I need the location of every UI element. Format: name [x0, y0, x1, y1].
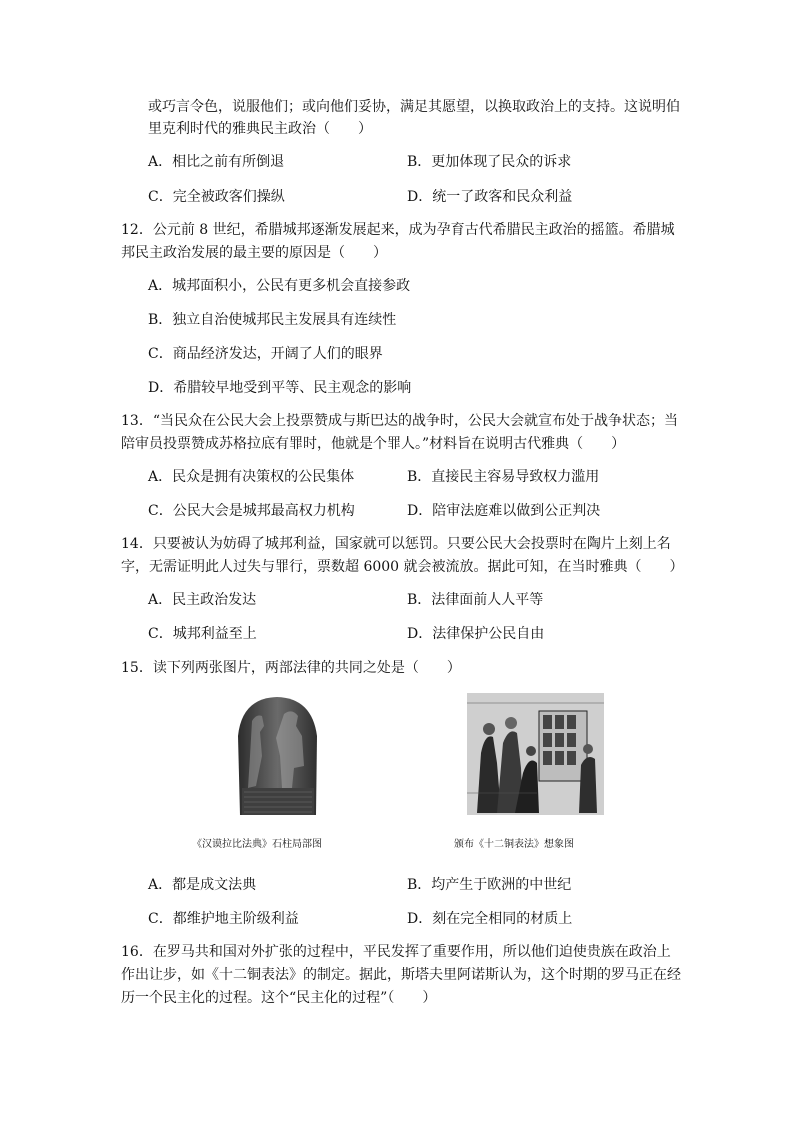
- q16-stem: 16．在罗马共和国对外扩张的过程中，平民发挥了重要作用，所以他们迫使贵族在政治上作出让步，如《十二铜表法》的制定。据此，斯塔夫里阿诺斯认为，这个时期的罗马正在经历一个民主化的过程。这个“民主化的过程”（ ）: [121, 944, 681, 1006]
- q14-option-c: C．城邦利益至上: [148, 626, 257, 642]
- figure2-caption: 颁布《十二铜表法》想象图: [454, 839, 574, 850]
- q15-option-c: C．都维护地主阶级利益: [148, 911, 299, 927]
- figure1-caption: 《汉谟拉比法典》石柱局部图: [192, 839, 322, 850]
- q13-option-d: D．陪审法庭难以做到公正判决: [407, 503, 601, 519]
- q15-option-d: D．刻在完全相同的材质上: [407, 911, 573, 927]
- q13-option-b: B．直接民主容易导致权力滥用: [407, 469, 600, 485]
- q13-stem: 13．“当民众在公民大会上投票赞成与斯巴达的战争时，公民大会就宣布处于战争状态；当陪审员投票赞成苏格拉底有罪时，他就是个罪人。”材料旨在说明古代雅典（ ）: [121, 413, 678, 452]
- q14-option-d: D．法律保护公民自由: [407, 626, 545, 642]
- q14-stem: 14．只要被认为妨碍了城邦利益，国家就可以惩罚。只要公民大会投票时在陶片上刻上名字，无需证明此人过失与罪行，票数超 6000 就会被流放。据此可知，在当时雅典（ ）: [121, 536, 684, 575]
- q11-option-b: B．更加体现了民众的诉求: [407, 154, 572, 170]
- q15-option-a: A．都是成文法典: [148, 877, 257, 893]
- twelve-tables-image: [467, 693, 604, 815]
- q12-option-b: B．独立自治使城邦民主发展具有连续性: [148, 312, 397, 328]
- q13-option-c: C．公民大会是城邦最高权力机构: [148, 503, 355, 519]
- q14-option-a: A．民主政治发达: [148, 592, 257, 608]
- q14-option-b: B．法律面前人人平等: [407, 592, 544, 608]
- q12-stem: 12．公元前 8 世纪，希腊城邦逐渐发展起来，成为孕育古代希腊民主政治的摇篮。希腊城邦民主政治发展的最主要的原因是（ ）: [121, 222, 675, 261]
- q13-option-a: A．民众是拥有决策权的公民集体: [148, 469, 355, 485]
- q11-option-d: D．统一了政客和民众利益: [407, 189, 573, 205]
- hammurabi-stele-image: [232, 696, 323, 815]
- q11-stem-line1: 或巧言令色，说服他们；或向他们妥协，满足其愿望，以换取政治上的支持。这说明伯: [148, 99, 680, 115]
- q12-option-c: C．商品经济发达，开阔了人们的眼界: [148, 346, 383, 362]
- q11-option-c: C．完全被政客们操纵: [148, 189, 285, 205]
- q12-option-d: D．希腊较早地受到平等、民主观念的影响: [148, 380, 412, 396]
- q12-option-a: A．城邦面积小，公民有更多机会直接参政: [148, 278, 411, 294]
- q15-stem: 15．读下列两张图片，两部法律的共同之处是（ ）: [121, 660, 461, 676]
- q11-option-a: A．相比之前有所倒退: [148, 154, 285, 170]
- q11-stem-line2: 里克利时代的雅典民主政治（ ）: [148, 121, 372, 137]
- q15-option-b: B．均产生于欧洲的中世纪: [407, 877, 572, 893]
